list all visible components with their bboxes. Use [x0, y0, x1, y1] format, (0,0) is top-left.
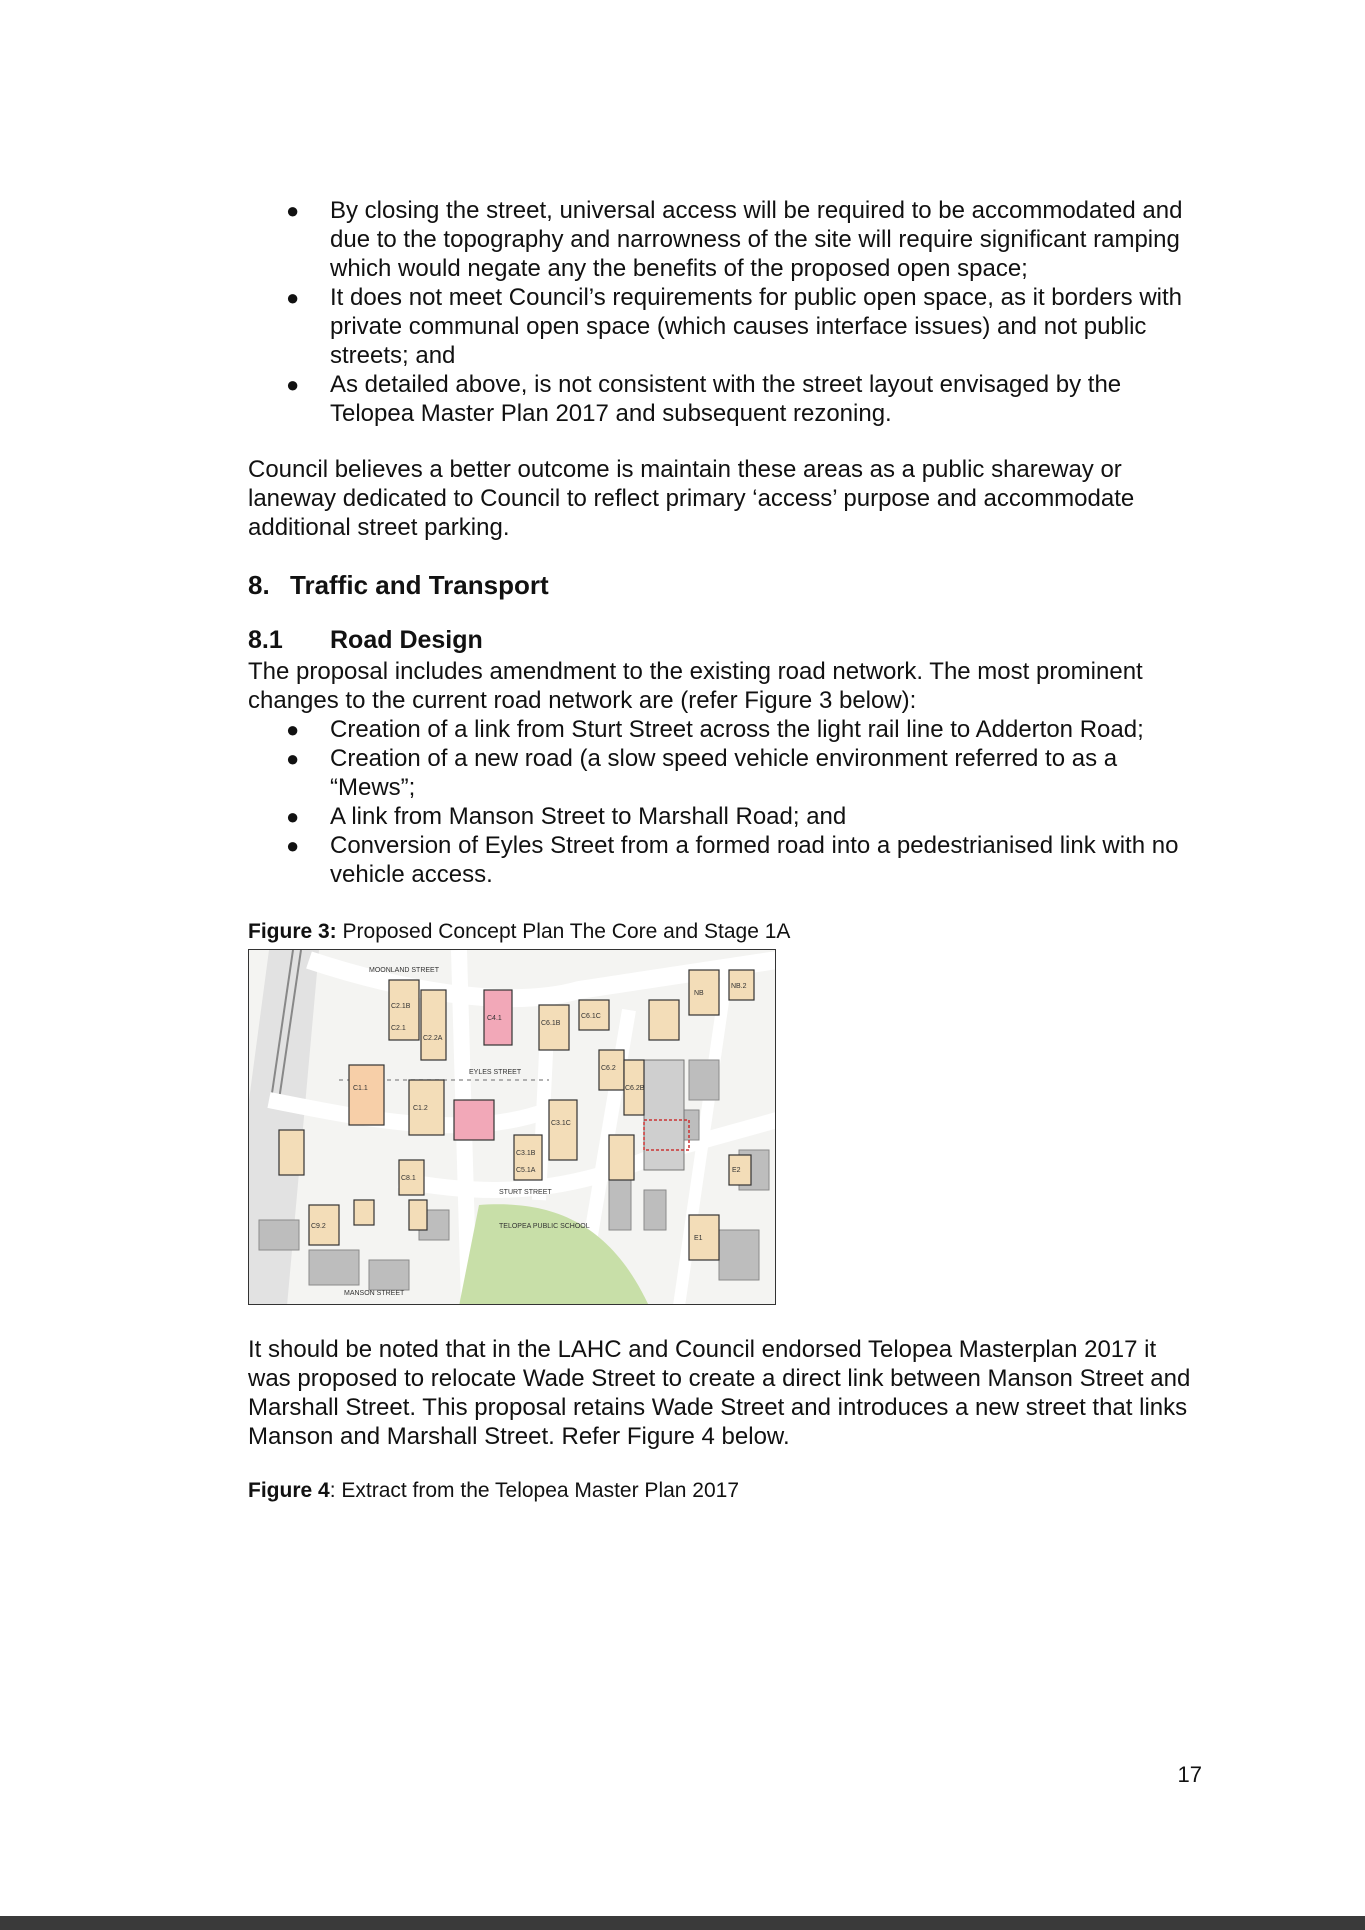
- road-bullet-list: [248, 715, 1198, 889]
- list-item: ● Creation of a link from Sturt Street across the light rail line to Adderton Road;: [286, 716, 1144, 743]
- map-label-eyles-street: EYLES STREET: [469, 1069, 522, 1076]
- map-block-label: C2.1B: [391, 1003, 411, 1010]
- figure3-concept-plan-map: [248, 949, 776, 1305]
- page-bottom-edge: [0, 1916, 1365, 1930]
- map-block-label: C6.1C: [581, 1013, 601, 1020]
- list-item: ● A link from Manson Street to Marshall Road; and: [286, 803, 847, 830]
- figure3-label: Figure 3:: [248, 920, 337, 943]
- section-title: Traffic and Transport: [290, 570, 549, 600]
- map-block-label: E1: [694, 1235, 703, 1242]
- concept-plan-svg: [249, 950, 776, 1305]
- subsection-title: Road Design: [330, 626, 483, 654]
- map-block-label: NB.2: [731, 983, 747, 990]
- page-number: 17: [1177, 1762, 1202, 1787]
- bullet-icon: ●: [286, 804, 300, 829]
- map-block-label: NB: [694, 990, 704, 997]
- map-block-label: E2: [732, 1167, 741, 1174]
- bullet-icon: ●: [286, 746, 300, 771]
- map-block-label: C2.1: [391, 1025, 406, 1032]
- closing-paragraph: It should be noted that in the LAHC and Council endorsed Telopea Masterplan 2017 it was proposed to relocate Wade Street to create a direct link between Manson Street and Marshall Street. This proposal retains Wade Street and introduces a new street that links Manson and Marshall Street. Refer Figure 4 below.: [248, 1336, 1191, 1450]
- bullet-icon: ●: [286, 285, 300, 310]
- map-block-label: C9.2: [311, 1223, 326, 1230]
- list-item: ● As detailed above, is not consistent with the street layout envisaged by the Telopea Master Plan 2017 and subsequent rezoning.: [286, 371, 1122, 427]
- map-label-street-north: MOONLAND STREET: [369, 967, 440, 974]
- bullet-icon: ●: [286, 372, 300, 397]
- page-content: [248, 196, 1198, 1504]
- map-block-label: C6.2: [601, 1065, 616, 1072]
- section-heading: [248, 569, 1198, 601]
- list-item: ● Conversion of Eyles Street from a formed road into a pedestrianised link with no vehicle access.: [286, 832, 1179, 888]
- figure3-caption: Figure 3: Proposed Concept Plan The Core and Stage 1A: [248, 920, 791, 943]
- bullet-icon: ●: [286, 717, 300, 742]
- map-label-school: TELOPEA PUBLIC SCHOOL: [499, 1223, 590, 1230]
- road-paragraph: The proposal includes amendment to the existing road network. The most prominent changes to the current road network are (refer Figure 3 below):: [248, 658, 1143, 714]
- subsection-heading: [248, 625, 1198, 655]
- bullet-icon: ●: [286, 833, 300, 858]
- intro-paragraph: Council believes a better outcome is maintain these areas as a public shareway or laneway dedicated to Council to reflect primary ‘access’ purpose and accommodate additional street parking.: [248, 456, 1135, 541]
- section-number: 8.: [248, 570, 270, 600]
- list-item: ● By closing the street, universal access will be required to be accommodated and due to the topography and narrowness of the site will require significant ramping which would negate any the benefits of the proposed open space;: [286, 197, 1183, 282]
- list-item: ● Creation of a new road (a slow speed vehicle environment referred to as a “Mews”;: [286, 745, 1118, 801]
- map-block-label: C1.1: [353, 1085, 368, 1092]
- map-label-manson-street: MANSON STREET: [344, 1290, 405, 1297]
- map-block-label: C6.2B: [625, 1085, 645, 1092]
- map-block-label: C2.2A: [423, 1035, 443, 1042]
- bullet-icon: ●: [286, 198, 300, 223]
- map-label-sturt-street: STURT STREET: [499, 1189, 552, 1196]
- map-block-label: C3.1B: [516, 1150, 536, 1157]
- intro-bullet-list: [248, 196, 1198, 428]
- map-block-label: C3.1C: [551, 1120, 571, 1127]
- map-block-label: C4.1: [487, 1015, 502, 1022]
- map-block-label: C8.1: [401, 1175, 416, 1182]
- map-block-label: C1.2: [413, 1105, 428, 1112]
- map-block-label: C6.1B: [541, 1020, 561, 1027]
- subsection-number: 8.1: [248, 626, 283, 654]
- figure4-caption: Figure 4: Extract from the Telopea Master Plan 2017: [248, 1479, 740, 1502]
- list-item: ● It does not meet Council’s requirements for public open space, as it borders with private communal open space (which causes interface issues) and not public streets; and: [286, 284, 1182, 369]
- figure4-label: Figure 4: [248, 1479, 330, 1502]
- map-block-label: C5.1A: [516, 1167, 536, 1174]
